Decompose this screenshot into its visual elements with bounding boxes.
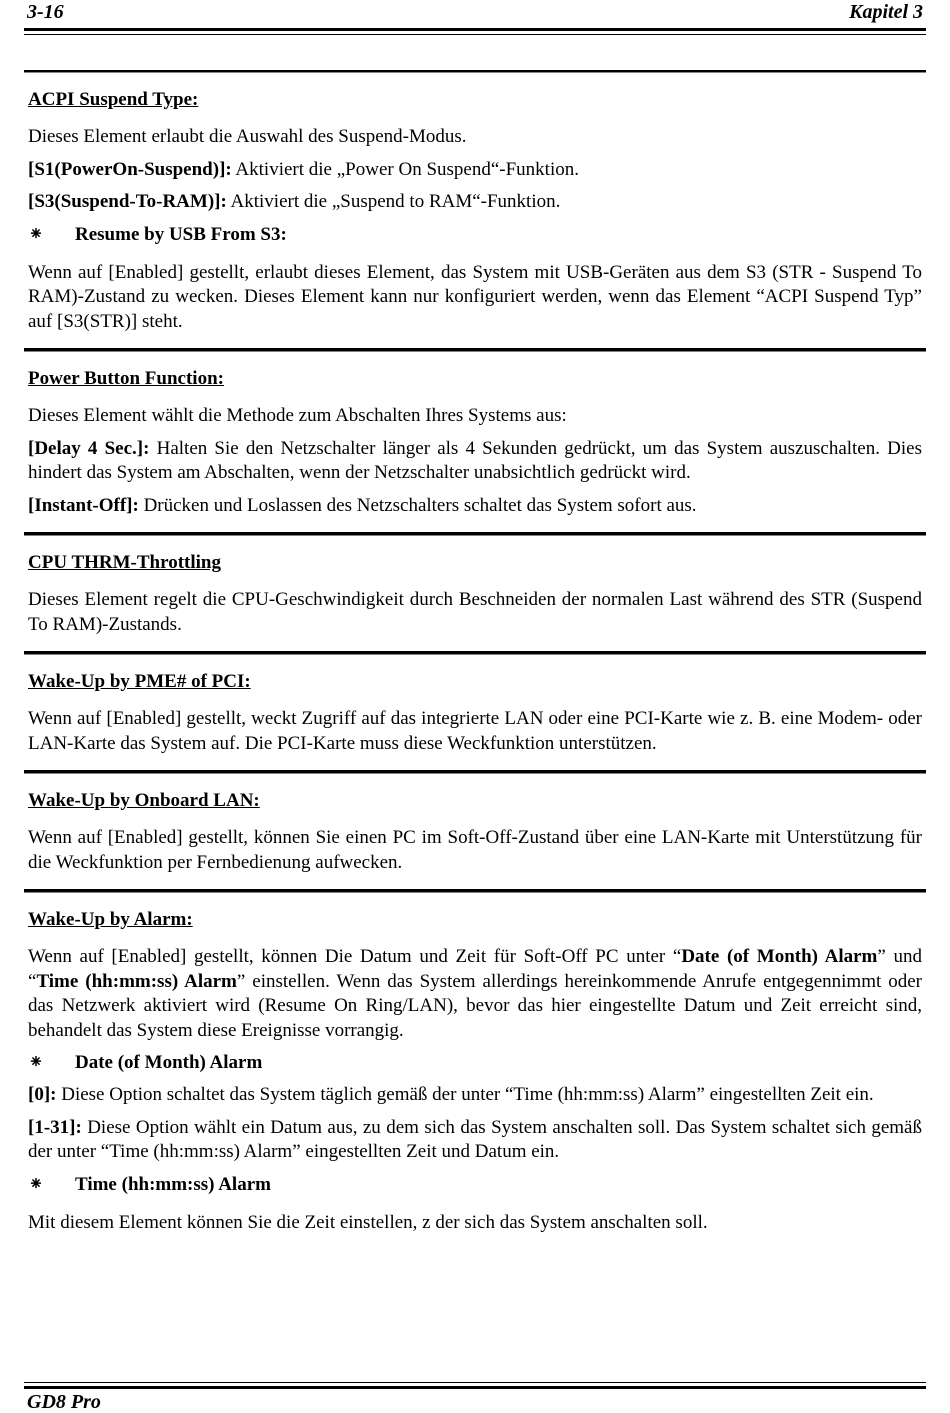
- option-0: [28, 1083, 922, 1108]
- section-intro: Dieses Element wählt die Methode zum Abschalten Ihres Systems aus:: [28, 405, 567, 426]
- wake-pme-section: [28, 671, 922, 756]
- section-text: Wenn auf [Enabled] gestellt, können Sie einen PC im Soft-Off-Zustand über eine LAN-Karte mit Unterstützung für die Weckfunktion per Fernbedienung aufwecken.: [28, 827, 922, 873]
- option-instant-off: [28, 494, 922, 519]
- subsection-text: Wenn auf [Enabled] gestellt, erlaubt dieses Element, das System mit USB-Geräten aus dem S3 (STR - Suspend To RAM)-Zustand zu wecken. Dieses Element kann nur konfiguriert werden, wenn das Element “ACPI Suspend Typ” auf [S3(STR)] steht.: [28, 261, 922, 332]
- section-text: Dieses Element regelt die CPU-Geschwindigkeit durch Beschneiden der normalen Last während des STR (Suspend To RAM)-Zustands.: [28, 589, 922, 635]
- option-text: Diese Option wählt ein Datum aus, zu dem sich das System anschalten soll. Das System schaltet sich gemäß der unter “Time (hh:mm:ss) Alarm” eingestellten Zeit und Datum ein.: [28, 1116, 922, 1162]
- section-title: Wake-Up by Alarm:: [28, 909, 193, 930]
- subsection-title: Resume by USB From S3:: [75, 223, 287, 245]
- section-divider: [24, 70, 926, 73]
- header-rule: [24, 28, 926, 31]
- subsection-heading: [28, 223, 922, 247]
- option-s3: [28, 190, 922, 215]
- page-number: 3-16: [27, 1, 64, 23]
- option-text: Halten Sie den Netzschalter länger als 4 Sekunden gedrückt, um das System auszuschalten. Dies hindert das System am Abschalten, wenn der Netzschalter unabsichtlich gedrückt wird.: [28, 437, 922, 483]
- subsection-heading: [28, 1173, 922, 1197]
- section-title: CPU THRM-Throttling: [28, 552, 221, 573]
- subsection-heading: [28, 1051, 922, 1075]
- bullet-icon: ⁕: [28, 223, 44, 245]
- section-divider: [24, 532, 926, 536]
- text-run: ” einstellen. Wenn das System allerdings hereinkommende Anrufe entgegennimmt oder das Netzwerk aktiviert wird (Resume On Ring/LAN), bevor das hier eingestellte Datum und Zeit erreicht sind, behandelt das System diese Ereignisse vorrangig.: [28, 970, 923, 1041]
- footer-rule: [24, 1386, 926, 1389]
- option-text: Aktiviert die „Suspend to RAM“-Funktion.: [226, 191, 561, 212]
- section-intro: Dieses Element erlaubt die Auswahl des Suspend-Modus.: [28, 126, 467, 147]
- bold-term: Date (of Month) Alarm: [681, 946, 878, 967]
- footer-rule-thin: [24, 1382, 926, 1383]
- bullet-icon: ⁕: [28, 1173, 44, 1195]
- subsection-title: Time (hh:mm:ss) Alarm: [75, 1173, 271, 1195]
- acpi-suspend-section: [28, 89, 922, 334]
- option-s1: [28, 158, 922, 183]
- option-label: [Instant-Off]:: [28, 494, 139, 516]
- option-label: [S3(Suspend-To-RAM)]:: [28, 191, 227, 212]
- wake-alarm-section: [28, 909, 922, 1235]
- section-divider: [24, 770, 926, 774]
- header-rule-thin: [24, 34, 926, 35]
- section-title: Power Button Function:: [28, 368, 224, 389]
- option-label: [Delay 4 Sec.]:: [28, 437, 150, 459]
- wake-lan-section: [28, 790, 922, 875]
- text-run: ” und “: [28, 946, 922, 992]
- section-text: [28, 945, 922, 1043]
- option-label: [0]:: [28, 1084, 57, 1105]
- section-text: Wenn auf [Enabled] gestellt, weckt Zugriff auf das integrierte LAN oder eine PCI-Karte wie z. B. eine Modem- oder LAN-Karte das System auf. Die PCI-Karte muss diese Weckfunktion unterstützen.: [28, 708, 922, 754]
- subsection-title: Date (of Month) Alarm: [75, 1052, 263, 1073]
- option-delay: [28, 437, 922, 486]
- text-run: Wenn auf [Enabled] gestellt, können Die Datum und Zeit für Soft-Off PC unter “: [28, 946, 682, 967]
- section-divider: [24, 651, 926, 655]
- option-text: Aktiviert die „Power On Suspend“-Funktion.: [231, 158, 579, 180]
- section-divider: [24, 348, 926, 352]
- option-text: Drücken und Loslassen des Netzschalters schaltet das System sofort aus.: [138, 494, 697, 516]
- section-title: Wake-Up by PME# of PCI:: [28, 671, 251, 692]
- option-text: Diese Option schaltet das System täglich gemäß der unter “Time (hh:mm:ss) Alarm” eingestellten Zeit ein.: [56, 1084, 874, 1105]
- option-label: [1-31]:: [28, 1116, 82, 1138]
- bold-term: Time (hh:mm:ss) Alarm: [36, 970, 237, 992]
- power-button-section: [28, 368, 922, 518]
- page-body: [28, 70, 922, 1235]
- bullet-icon: ⁕: [28, 1052, 44, 1073]
- page-header: [27, 0, 923, 24]
- subsection-text: Mit diesem Element können Sie die Zeit einstellen, z der sich das System anschalten soll.: [28, 1211, 708, 1233]
- page-footer: GD8 Pro: [27, 1391, 101, 1413]
- cpu-throttling-section: [28, 552, 922, 637]
- section-title: Wake-Up by Onboard LAN:: [28, 790, 260, 811]
- chapter-title: Kapitel 3: [849, 1, 923, 23]
- section-title: ACPI Suspend Type:: [28, 89, 199, 110]
- section-divider: [24, 889, 926, 893]
- option-label: [S1(PowerOn-Suspend)]:: [28, 158, 232, 180]
- option-1-31: [28, 1116, 922, 1165]
